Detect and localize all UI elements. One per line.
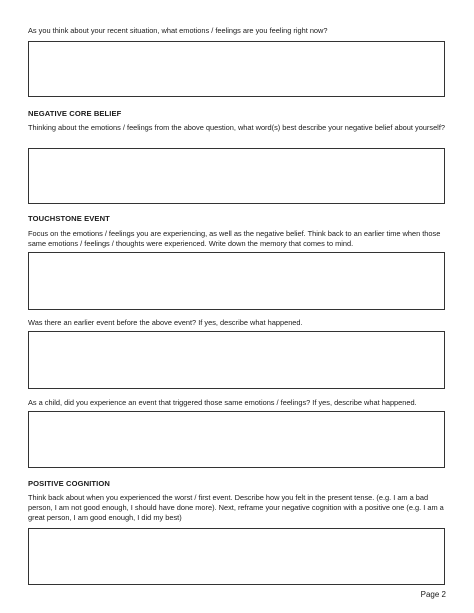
- positive-cognition-heading: POSITIVE COGNITION: [28, 479, 110, 488]
- child-event-answer-box[interactable]: [28, 411, 445, 468]
- page-number: Page 2: [420, 590, 446, 599]
- child-event-prompt: As a child, did you experience an event that triggered those same emotions / feelings? If yes, describe what happened.: [28, 398, 417, 407]
- current-emotions-prompt: As you think about your recent situation, what emotions / feelings are you feeling right now?: [28, 26, 328, 35]
- negative-core-belief-prompt: Thinking about the emotions / feelings from the above question, what word(s) best describe your negative belief about yourself?: [28, 123, 445, 132]
- touchstone-event-prompt: Focus on the emotions / feelings you are experiencing, as well as the negative belief. Think back to an earlier time when those same emotions / feelings / thoughts were experienced. Write down the memory that comes to mind.: [28, 229, 441, 248]
- touchstone-event-heading: TOUCHSTONE EVENT: [28, 214, 110, 223]
- touchstone-event-answer-box[interactable]: [28, 252, 445, 310]
- negative-core-belief-answer-box[interactable]: [28, 148, 445, 204]
- current-emotions-answer-box[interactable]: [28, 41, 445, 97]
- negative-core-belief-heading: NEGATIVE CORE BELIEF: [28, 109, 122, 118]
- earlier-event-answer-box[interactable]: [28, 331, 445, 389]
- earlier-event-prompt: Was there an earlier event before the above event? If yes, describe what happened.: [28, 318, 303, 327]
- positive-cognition-answer-box[interactable]: [28, 528, 445, 585]
- positive-cognition-prompt: Think back about when you experienced the worst / first event. Describe how you felt in the present tense. (e.g. I am a bad person, I am not good enough, I should have done more). Next, reframe your negative cognition with a positive one (e.g. I am a great person, I am good enough, I did my best): [28, 493, 444, 522]
